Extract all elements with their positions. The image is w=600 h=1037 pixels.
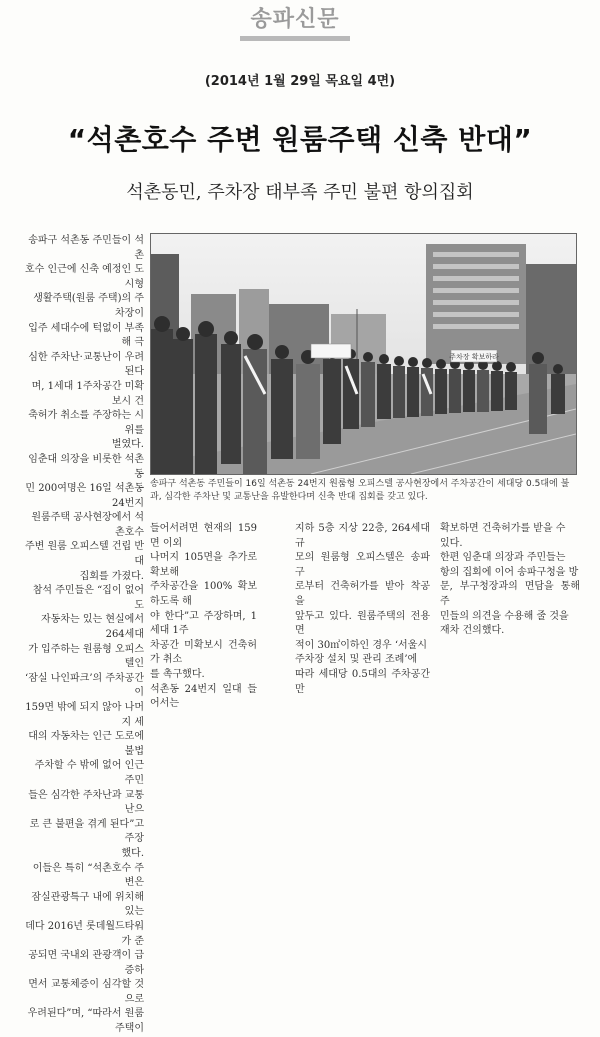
photo-banner-text: 주차장 확보하라 [449,353,499,361]
protest-photo [150,233,577,475]
article-body-bottom-column-2: 지하 5층 지상 22층, 264세대 규 모의 원룸형 오피스텔은 송파구 로부터 건축허가를 받아 착공을 앞두고 있다. 원룸주택의 전용면 적이 30㎡이하인 경우 ‘서울시 주차장 설치 및 관리 조례’에 따라 세대당 0.5대의 주차공간만 [295,523,430,695]
photo-caption: 송파구 석촌동 주민들이 16일 석촌동 24번지 원룸형 오피스텔 공사현장에서 주차공간이 세대당 0.5대에 불과, 심각한 주차난 및 교통난을 유발한다며 신축 반대 집회를 갖고 있다. [150,479,570,502]
article-headline: “석촌호수 주변 원룸주택 신축 반대” [67,123,533,156]
article-body-left-column: 송파구 석촌동 주민들이 석촌 호수 인근에 신축 예정인 도시형 생활주택(원룸 주택)의 주차장이 입주 세대수에 턱없이 부족해 극 심한 주차난·교통난이 우려된다 며, 1세대 1주차공간 미확보시 건 축허가 취소를 주장하는 시위를 벌였다. 임춘대 의장을 비롯한 석촌동 민 200여명은 16일 석촌동 24번지 원룸주택 공사현장에서 석촌호수 주변 원룸 오피스텔 건립 반대 집회를 가졌다. 참석 주민들은 “집이 없어도 자동차는 있는 현실에서 264세대 가 입주하는 원룸형 오피스텔인 ‘잠실 나인파크’의 주차공간이 159면 밖에 되지 않아 나머지 세 대의 자동차는 인근 도로에 불법 주차할 수 밖에 없어 인근 주민 들은 심각한 주차난과 교통난으 로 큰 불편을 겪게 된다”고 주장 했다. 이들은 특히 “석촌호수 주변은 잠실관광특구 내에 위치해 있는 데다 2016년 롯데월드타워가 준 공되면 국내외 관광객이 급증하 면서 교통체증이 심각할 것으로 우려된다”며, “따라서 원룸주택이 [25,235,144,1035]
article-body-bottom-column-1: 들어서려면 현재의 159면 이외 나머지 105면을 추가로 확보해 주차공간을 100% 확보하도록 해 야 한다”고 주장하며, 1세대 1주 차공간 미확보시 건축허가 취소 를 촉구했다. 석촌동 24번지 일대 들어서는 [150,523,257,710]
masthead-title: 송파신문 [250,7,340,32]
masthead-underline [240,36,350,41]
issue-dateline: (2014년 1월 29일 목요일 4면) [204,74,396,89]
newspaper-masthead [220,6,370,44]
article-subheadline: 석촌동민, 주차장 태부족 주민 불편 항의집회 [126,182,474,203]
article-body-bottom-column-3: 확보하면 건축허가를 받을 수 있다. 한편 임춘대 의장과 주민들는 항의 집회에 이어 송파구청을 방 문, 부구청장과의 면담을 통해 주 민들의 의견을 수용해 줄 것을 재차 건의했다. [440,523,580,637]
protest-photo-illustration [151,234,576,474]
